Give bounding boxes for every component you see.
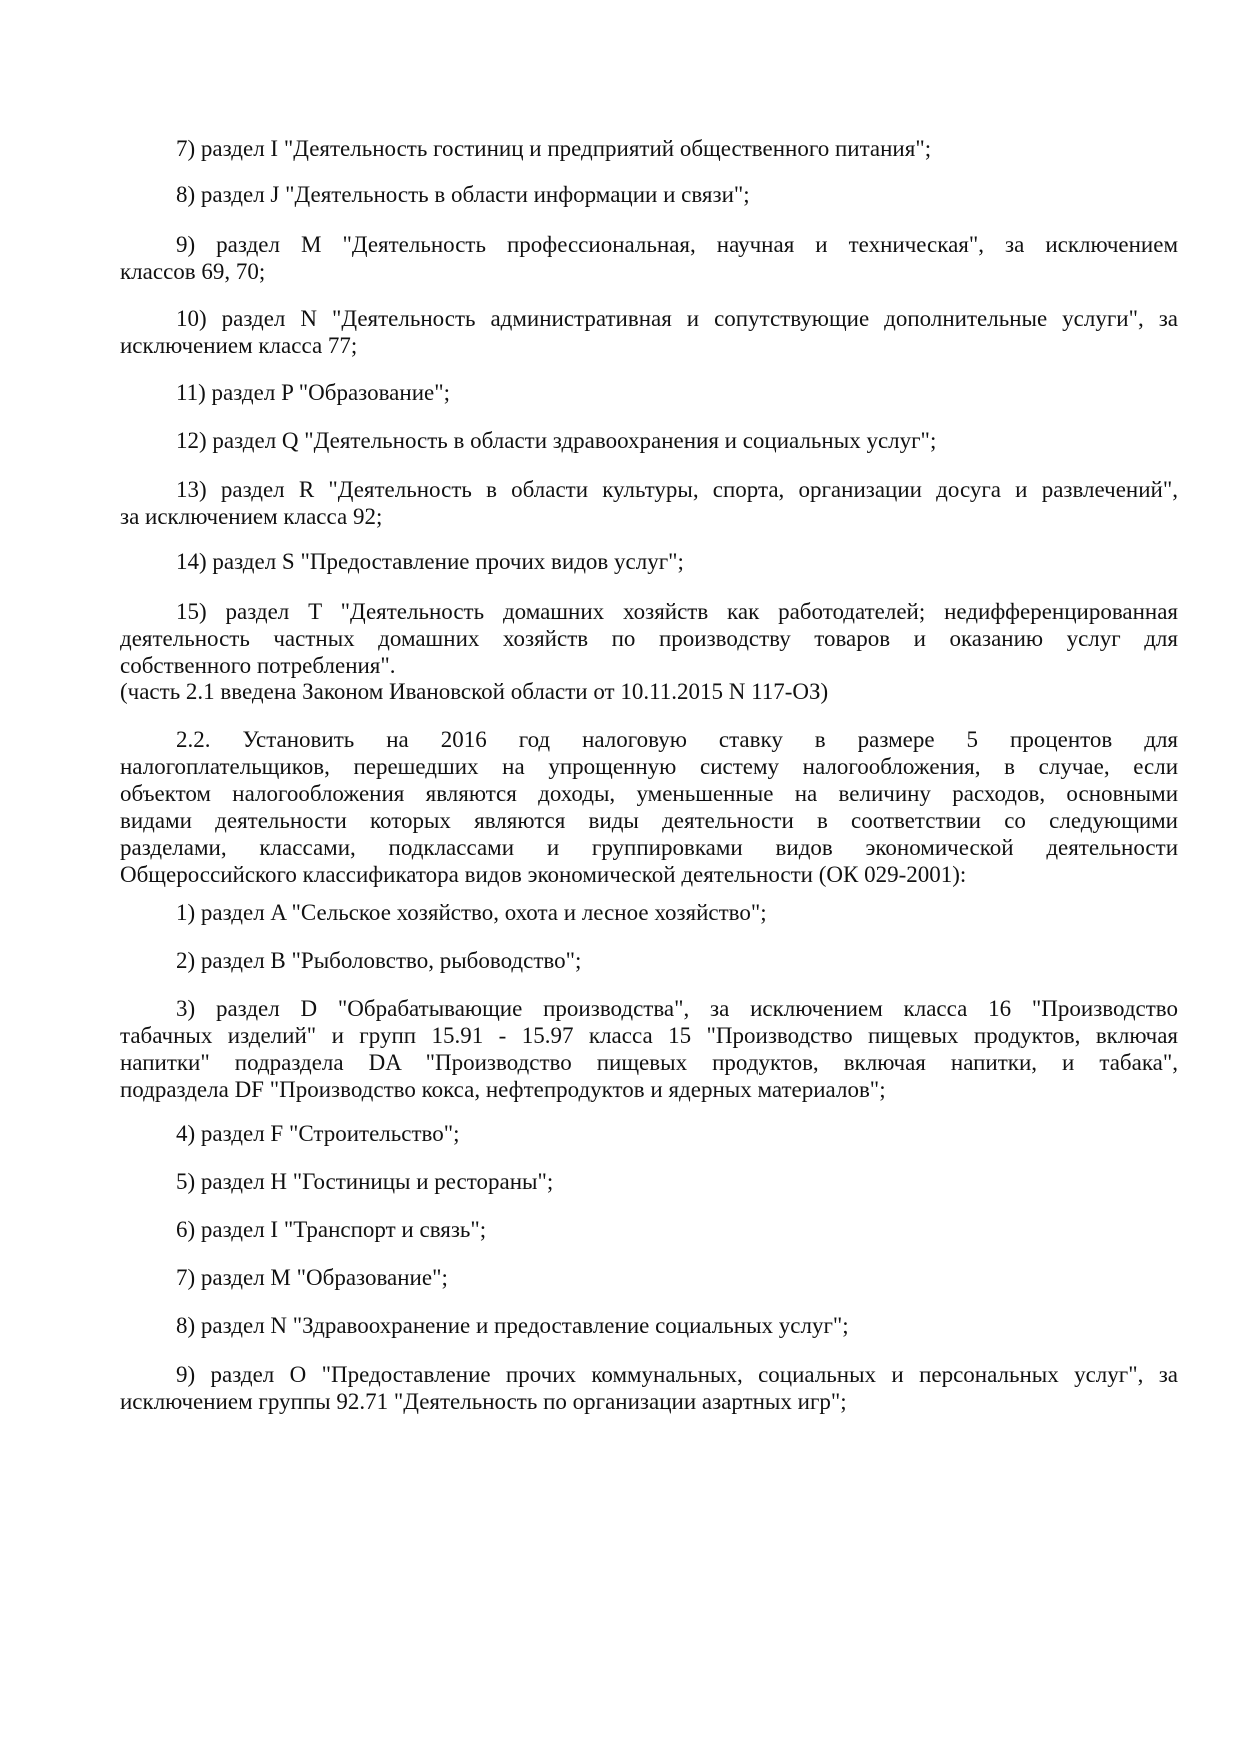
list-item-section-i-transport <box>120 1216 1178 1243</box>
list-item-section-i-hotels <box>120 135 1178 162</box>
list-item-section-j-information <box>120 181 1178 208</box>
list-item-section-o-services <box>120 1361 1178 1415</box>
paragraph-line: деятельность частных домашних хозяйств по производству товаров и оказанию услуг для <box>120 626 1178 651</box>
paragraph-line: 14) раздел S "Предоставление прочих видов услуг"; <box>176 549 684 574</box>
paragraph-line: 2.2. Установить на 2016 год налоговую ставку в размере 5 процентов для <box>176 727 1178 752</box>
list-item-section-d-manufacturing <box>120 995 1178 1103</box>
paragraph-line: исключением группы 92.71 "Деятельность по организации азартных игр"; <box>120 1389 847 1414</box>
paragraph-line: 12) раздел Q "Деятельность в области здравоохранения и социальных услуг"; <box>176 428 937 453</box>
paragraph-line: 8) раздел J "Деятельность в области информации и связи"; <box>176 182 750 207</box>
paragraph-line: исключением класса 77; <box>120 333 358 358</box>
clause-2-2 <box>120 726 1178 888</box>
paragraph-line: 4) раздел F "Строительство"; <box>176 1121 460 1146</box>
list-item-section-p-education <box>120 379 1178 406</box>
paragraph-line: 1) раздел A "Сельское хозяйство, охота и лесное хозяйство"; <box>176 900 767 925</box>
paragraph-line: табачных изделий" и групп 15.91 - 15.97 класса 15 "Производство пищевых продуктов, включая <box>120 1023 1178 1048</box>
paragraph-line: за исключением класса 92; <box>120 504 383 529</box>
paragraph-line: подраздела DF "Производство кокса, нефтепродуктов и ядерных материалов"; <box>120 1077 886 1102</box>
paragraph-line: 5) раздел H "Гостиницы и рестораны"; <box>176 1169 554 1194</box>
list-item-section-n-administrative <box>120 305 1178 359</box>
paragraph-line: 6) раздел I "Транспорт и связь"; <box>176 1217 487 1242</box>
paragraph-line: 8) раздел N "Здравоохранение и предоставление социальных услуг"; <box>176 1313 849 1338</box>
list-item-section-a-agriculture <box>120 899 1178 926</box>
paragraph-line: 3) раздел D "Обрабатывающие производства", за исключением класса 16 "Производство <box>176 996 1178 1021</box>
list-item-section-r-culture <box>120 476 1178 530</box>
paragraph-line: Общероссийского классификатора видов экономической деятельности (ОК 029-2001): <box>120 862 967 887</box>
paragraph-line: 10) раздел N "Деятельность административная и сопутствующие дополнительные услуги", за <box>176 306 1178 331</box>
paragraph-line: 9) раздел O "Предоставление прочих коммунальных, социальных и персональных услуг", за <box>176 1362 1178 1387</box>
paragraph-line: разделами, классами, подклассами и группировками видов экономической деятельности <box>120 835 1178 860</box>
paragraph-line: 13) раздел R "Деятельность в области культуры, спорта, организации досуга и развлечений", <box>176 477 1178 502</box>
list-item-section-s-services <box>120 548 1178 575</box>
paragraph-line: 7) раздел M "Образование"; <box>176 1265 448 1290</box>
paragraph-line: напитки" подраздела DA "Производство пищевых продуктов, включая напитки, и табака", <box>120 1050 1178 1075</box>
list-item-section-h-hotels <box>120 1168 1178 1195</box>
paragraph-line: 15) раздел T "Деятельность домашних хозяйств как работодателей; недифференцированная <box>176 599 1178 624</box>
list-item-section-b-fishing <box>120 947 1178 974</box>
list-item-section-m-education <box>120 1264 1178 1291</box>
list-item-section-n-health <box>120 1312 1178 1339</box>
list-item-section-f-construction <box>120 1120 1178 1147</box>
paragraph-line: 9) раздел M "Деятельность профессиональная, научная и техническая", за исключением <box>176 232 1178 257</box>
paragraph-line: классов 69, 70; <box>120 259 266 284</box>
list-item-section-t-households <box>120 598 1178 679</box>
paragraph-line: объектом налогообложения являются доходы, уменьшенные на величину расходов, основными <box>120 781 1178 806</box>
list-item-section-m-professional <box>120 231 1178 285</box>
list-item-section-q-health <box>120 427 1178 454</box>
paragraph-line: 11) раздел P "Образование"; <box>176 380 450 405</box>
paragraph-line: налогоплательщиков, перешедших на упрощенную систему налогообложения, в случае, если <box>120 754 1178 779</box>
paragraph-line: 7) раздел I "Деятельность гостиниц и предприятий общественного питания"; <box>176 136 932 161</box>
paragraph-line: 2) раздел B "Рыболовство, рыбоводство"; <box>176 948 582 973</box>
amendment-note <box>120 678 1178 705</box>
paragraph-line: собственного потребления". <box>120 653 396 678</box>
paragraph-line: (часть 2.1 введена Законом Ивановской области от 10.11.2015 N 117-ОЗ) <box>120 679 829 704</box>
paragraph-line: видами деятельности которых являются виды деятельности в соответствии со следующими <box>120 808 1178 833</box>
